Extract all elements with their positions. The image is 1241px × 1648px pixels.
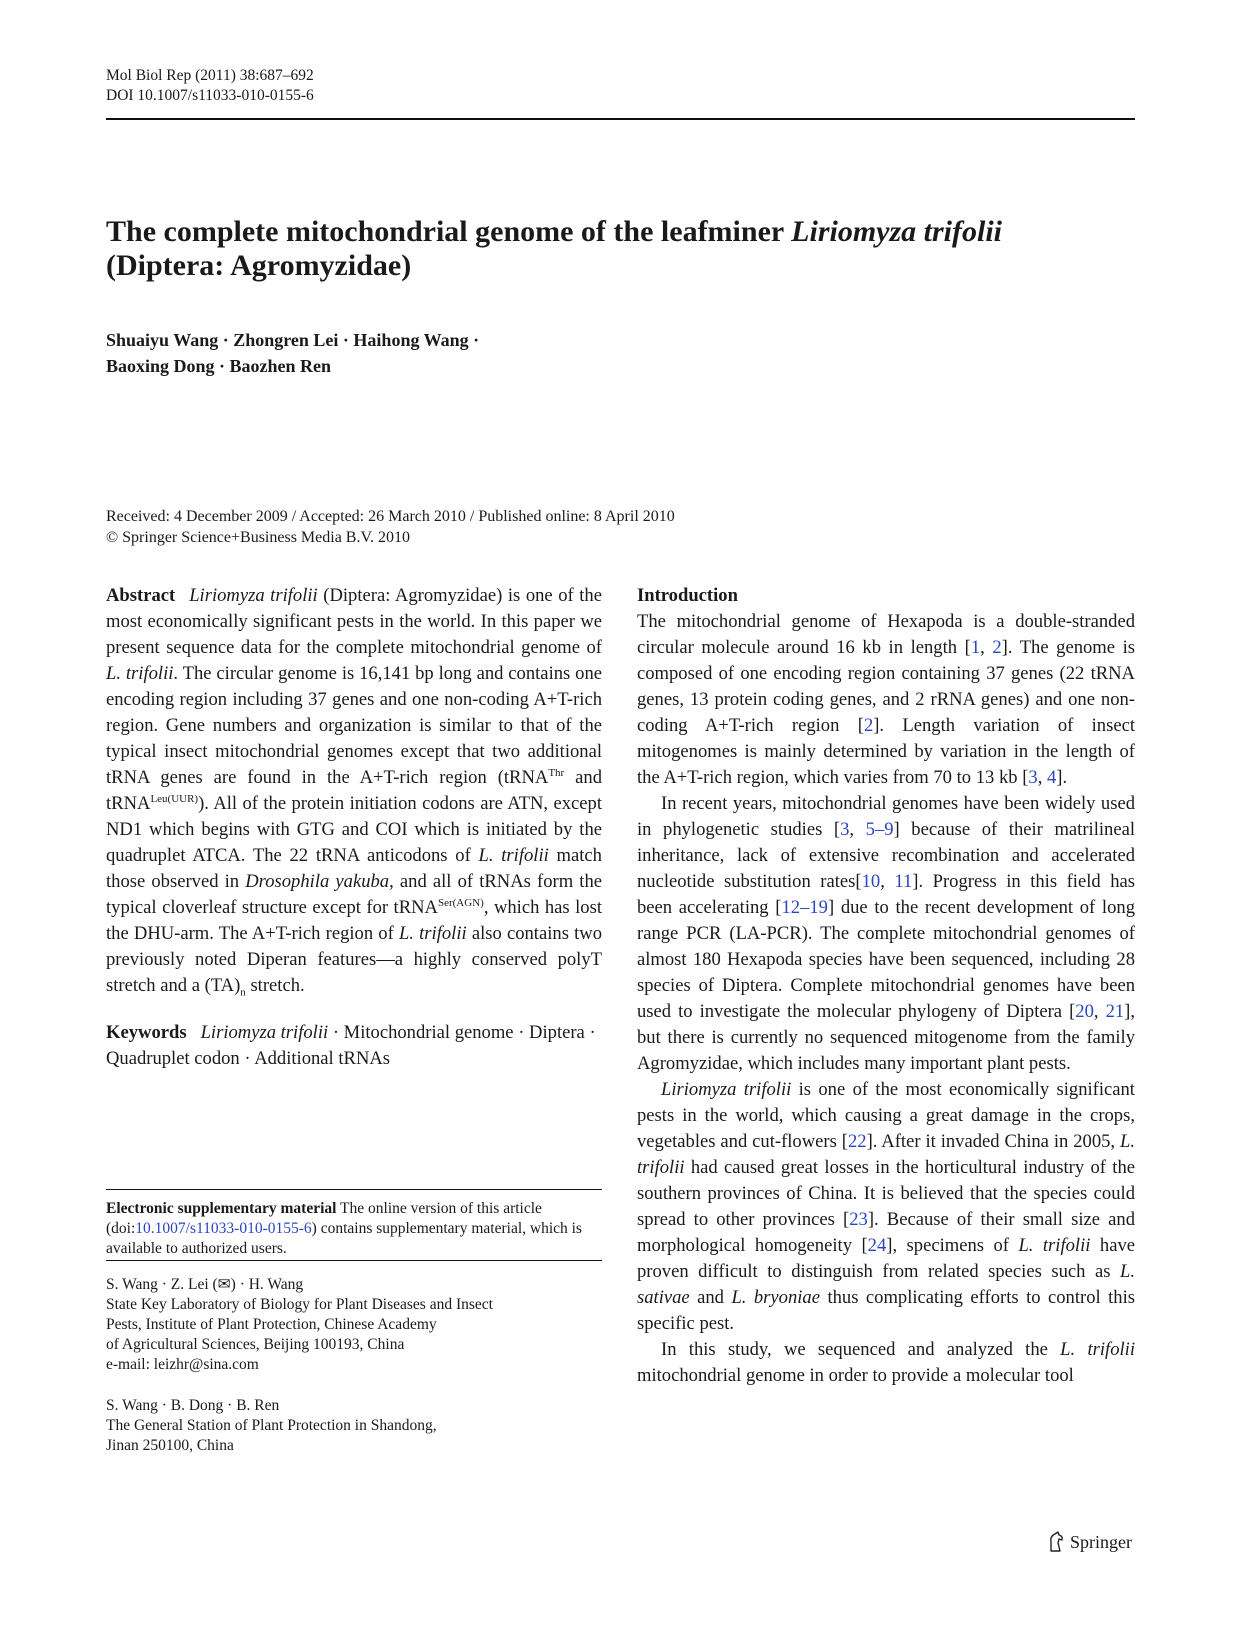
intro-paragraph: In this study, we sequenced and analyzed the L. trifolii mitochondrial genome in order to provide a molecular tool [637,1339,1135,1386]
section-heading-introduction: Introduction [637,585,738,606]
article-title: The complete mitochondrial genome of the leafminer Liriomyza trifolii (Diptera: Agromyzidae) [106,215,1002,282]
right-column [637,583,1135,1389]
reference-link[interactable]: 2 [863,715,874,736]
reference-link[interactable]: 3 [1028,767,1038,788]
keywords-label: Keywords [106,1022,187,1043]
copyright-notice: © Springer Science+Business Media B.V. 2010 [106,529,410,546]
esm-doi-link[interactable]: 10.1007/s11033-010-0155-6 [135,1220,312,1237]
running-header [106,66,314,106]
reference-link[interactable]: 21 [1105,1001,1125,1022]
reference-link[interactable]: 3 [840,819,850,840]
publisher-name: Springer [1070,1531,1132,1552]
publication-history [106,506,675,548]
affiliation-1: S. Wang · Z. Lei (✉) · H. Wang State Key Laboratory of Biology for Plant Diseases and Insect Pests, Institute of Plant Protection, Chinese Academy of Agricultural Sciences, Beijing 100193, China e-mail: leizhr@sina.com [106,1275,602,1375]
footnote-rule [106,1189,602,1190]
abstract-label: Abstract [106,585,176,606]
header-rule [106,118,1135,120]
supplementary-note: Electronic supplementary material The online version of this article (doi:10.1007/s11033-010-0155-6) contains supplementary material, which is available to authorized users. [106,1200,582,1257]
author-line: Baoxing Dong · Baozhen Ren [106,356,332,376]
author-list [106,327,479,379]
reference-link[interactable]: 2 [992,637,1002,658]
title-species: Liriomyza trifolii [791,215,1002,248]
reference-link[interactable]: 4 [1047,767,1057,788]
left-column [106,583,602,1072]
reference-link[interactable]: 20 [1075,1001,1094,1022]
abstract: Abstract Liriomyza trifolii (Diptera: Agromyzidae) is one of the most economically significant pests in the world. In this paper we present sequence data for the complete mitochondrial genome of L. trifolii. The circular genome is 16,141 bp long and contains one encoding region including 37 genes and one non-coding A+T-rich region. Gene numbers and organization is similar to that of the typical insect mitochondrial genomes except that two additional tRNA genes are found in the A+T-rich region (tRNA$^{Thr}$ and tRNA$^{Leu(UUR)}$). All of the protein initiation codons are ATN, except ND1 which begins with GTG and COI which is initiated by the quadruplet ATCA. The 22 tRNA anticodons of L. trifolii match those observed in Drosophila yakuba, and all of tRNAs form the typical cloverleaf structure except for tRNA$^{Ser(AGN)}$, which has lost the DHU-arm. The A+T-rich region of L. trifolii also contains two previously noted Diperan features—a highly conserved polyT stretch and a $(TA)_n$ stretch. [106,585,603,999]
reference-link[interactable]: 1 [970,637,981,658]
affiliation-names: S. Wang · Z. Lei (✉) · H. Wang [106,1276,304,1293]
intro-paragraph: The mitochondrial genome of Hexapoda is a double-stranded circular molecule around 16 kb in length [1, 2]. The genome is composed of one encoding region containing 37 genes (22 tRNA genes, 13 protein coding genes, and 2 rRNA genes) and one non-coding A+T-rich region [2]. Length variation of insect mitogenomes is mainly determined by variation in the length of the A+T-rich region, which varies from 70 to 13 kb [3, 4]. [637,611,1136,788]
affiliation-names: S. Wang · B. Dong · B. Ren [106,1397,280,1414]
article-doi: DOI 10.1007/s11033-010-0155-6 [106,87,314,104]
reference-link[interactable]: 11 [894,871,913,892]
reference-link[interactable]: 12–19 [781,897,828,918]
author-line: Shuaiyu Wang · Zhongren Lei · Haihong Wang · [106,330,480,350]
intro-paragraph: In recent years, mitochondrial genomes have been widely used in phylogenetic studies [3, 5–9] because of their matrilineal inheritance, lack of extensive recombination and accelerated nucleotide substitution rates[10, 11]. Progress in this field has been accelerating [12–19] due to the recent development of long range PCR (LA-PCR). The complete mitochondrial genomes of almost 180 Hexapoda species have been sequenced, including 28 species of Diptera. Complete mitochondrial genomes have been used to investigate the molecular phylogeny of Diptera [20, 21], but there is currently no sequenced mitogenome from the family Agromyzidae, which includes many important plant pests. [637,793,1136,1074]
publisher-logo [1046,1531,1132,1553]
springer-horse-icon [1046,1531,1066,1553]
reference-link[interactable]: 23 [849,1209,868,1230]
reference-link[interactable]: 24 [867,1235,887,1256]
affiliation-rule [106,1260,602,1261]
reference-link[interactable]: 10 [861,871,881,892]
reference-link[interactable]: 22 [847,1131,867,1152]
journal-citation: Mol Biol Rep (2011) 38:687–692 [106,67,314,84]
intro-paragraph: Liriomyza trifolii is one of the most economically significant pests in the world, which causing a great damage in the crops, vegetables and cut-flowers [22]. After it invaded China in 2005, L. trifolii had caused great losses in the horticultural industry of the southern provinces of China. It is believed that the species could spread to other provinces [23]. Because of their small size and morphological homogeneity [24], specimens of L. trifolii have proven difficult to distinguish from related species such as L. sativae and L. bryoniae thus complicating efforts to control this specific pest. [637,1079,1136,1334]
keywords: Keywords Liriomyza trifolii · Mitochondrial genome · Diptera · Quadruplet codon · Additional tRNAs [106,1022,596,1069]
corresponding-email: e-mail: leizhr@sina.com [106,1356,259,1373]
affiliation-2: S. Wang · B. Dong · B. Ren The General Station of Plant Protection in Shandong, Jinan 250100, China [106,1396,602,1456]
reference-link[interactable]: 5–9 [865,819,894,840]
history-dates: Received: 4 December 2009 / Accepted: 26 March 2010 / Published online: 8 April 2010 [106,508,675,525]
esm-label: Electronic supplementary material [106,1200,337,1217]
